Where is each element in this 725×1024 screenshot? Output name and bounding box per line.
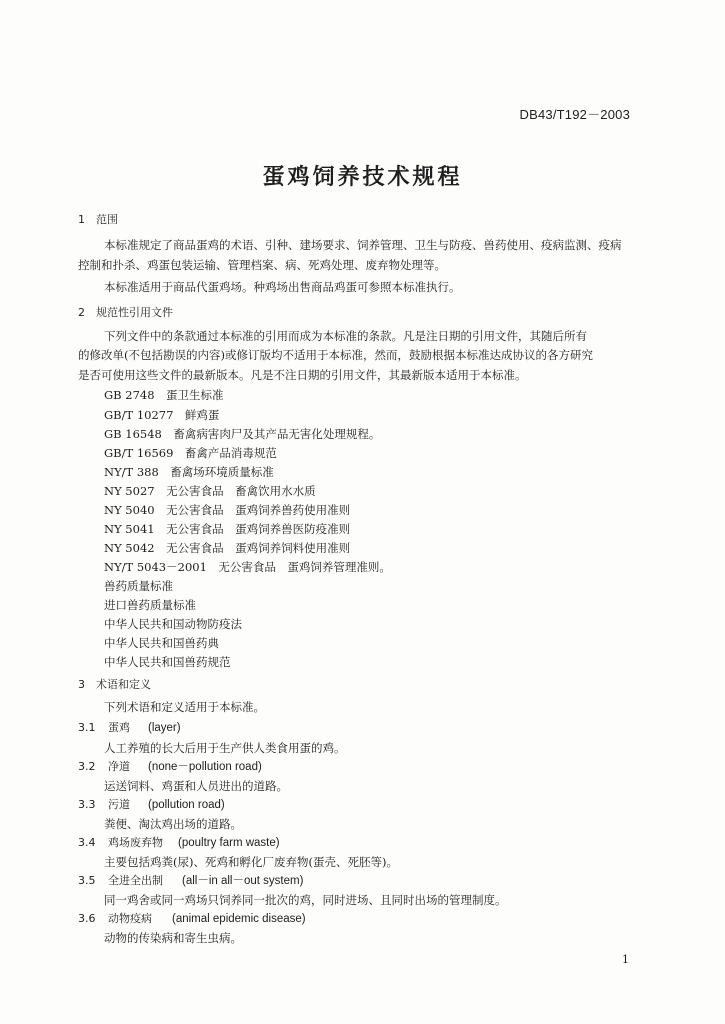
term-name: 蛋鸡: [108, 721, 130, 734]
reference-item: 中华人民共和国兽药典: [104, 636, 219, 650]
reference-item: NY 5041 无公害食品 蛋鸡饲养兽医防疫准则: [104, 522, 351, 536]
term-english: (none－pollution road): [148, 761, 262, 773]
reference-item: 兽药质量标准: [104, 579, 173, 593]
standard-number: DB43/T192－2003: [519, 107, 630, 122]
term-english: (all－in all－out system): [182, 875, 304, 887]
term-number: 3.1: [78, 721, 96, 734]
section-1-heading: 范围: [96, 213, 118, 226]
term-english: (poultry farm waste): [178, 837, 280, 849]
term-name: 动物疫病: [108, 912, 152, 925]
reference-item: GB 2748 蛋卫生标准: [104, 388, 224, 402]
section-1-number: 1: [78, 213, 85, 226]
paragraph-line: 下列术语和定义适用于本标准。: [104, 700, 265, 714]
paragraph-line: 本标准规定了商品蛋鸡的术语、引种、建场要求、饲养管理、卫生与防疫、兽药使用、疫病监测、疫病: [104, 238, 622, 252]
section-3-heading: 术语和定义: [96, 678, 151, 691]
reference-item: NY/T 388 畜禽场环境质量标准: [104, 465, 274, 479]
term-number: 3.5: [78, 874, 96, 887]
reference-item: 中华人民共和国动物防疫法: [104, 617, 242, 631]
section-3-number: 3: [78, 678, 85, 691]
term-name: 净道: [108, 760, 130, 773]
term-english: (animal epidemic disease): [172, 913, 306, 925]
term-definition: 粪便、淘汰鸡出场的道路。: [104, 817, 242, 831]
term-number: 3.3: [78, 798, 96, 811]
term-definition: 主要包括鸡粪(尿)、死鸡和孵化厂废弃物(蛋壳、死胚等)。: [104, 855, 398, 869]
page-title: 蛋鸡饲养技术规程: [262, 165, 463, 190]
term-name: 全进全出制: [108, 874, 163, 887]
paragraph-line: 的修改单(不包括勘误的内容)或修订版均不适用于本标准，然而，鼓励根据本标准达成协议的各方研究: [78, 348, 593, 362]
term-number: 3.2: [78, 760, 96, 773]
paragraph-line: 下列文件中的条款通过本标准的引用而成为本标准的条款。凡是注日期的引用文件，其随后所有: [104, 329, 587, 343]
reference-item: 中华人民共和国兽药规范: [104, 655, 231, 669]
term-name: 鸡场废弃物: [108, 836, 163, 849]
term-english: (pollution road): [148, 799, 225, 811]
term-definition: 同一鸡舍或同一鸡场只饲养同一批次的鸡，同时进场、且同时出场的管理制度。: [104, 893, 507, 907]
reference-item: 进口兽药质量标准: [104, 598, 196, 612]
term-number: 3.6: [78, 912, 96, 925]
paragraph-line: 是否可使用这些文件的最新版本。凡是不注日期的引用文件，其最新版本适用于本标准。: [78, 368, 527, 382]
reference-item: NY 5040 无公害食品 蛋鸡饲养兽药使用准则: [104, 503, 351, 517]
reference-item: NY 5042 无公害食品 蛋鸡饲养饲料使用准则: [104, 541, 351, 555]
section-2-heading: 规范性引用文件: [96, 306, 173, 319]
term-name: 污道: [108, 798, 130, 811]
term-number: 3.4: [78, 836, 96, 849]
section-2-number: 2: [78, 306, 85, 319]
reference-item: GB/T 10277 鲜鸡蛋: [104, 408, 220, 422]
reference-item: GB/T 16569 畜禽产品消毒规范: [104, 446, 277, 460]
term-english: (layer): [148, 722, 181, 734]
page-number: 1: [622, 953, 629, 966]
paragraph-line: 本标准适用于商品代蛋鸡场。种鸡场出售商品鸡蛋可参照本标准执行。: [104, 280, 461, 294]
paragraph-line: 控制和扑杀、鸡蛋包装运输、管理档案、病、死鸡处理、废弃物处理等。: [78, 258, 446, 272]
term-definition: 动物的传染病和寄生虫病。: [104, 931, 242, 945]
reference-item: NY 5027 无公害食品 畜禽饮用水水质: [104, 484, 316, 498]
term-definition: 人工养殖的长大后用于生产供人类食用蛋的鸡。: [104, 741, 346, 755]
reference-item: GB 16548 畜禽病害肉尸及其产品无害化处理规程。: [104, 427, 381, 441]
term-definition: 运送饲料、鸡蛋和人员进出的道路。: [104, 779, 288, 793]
reference-item: NY/T 5043－2001 无公害食品 蛋鸡饲养管理准则。: [104, 560, 391, 574]
